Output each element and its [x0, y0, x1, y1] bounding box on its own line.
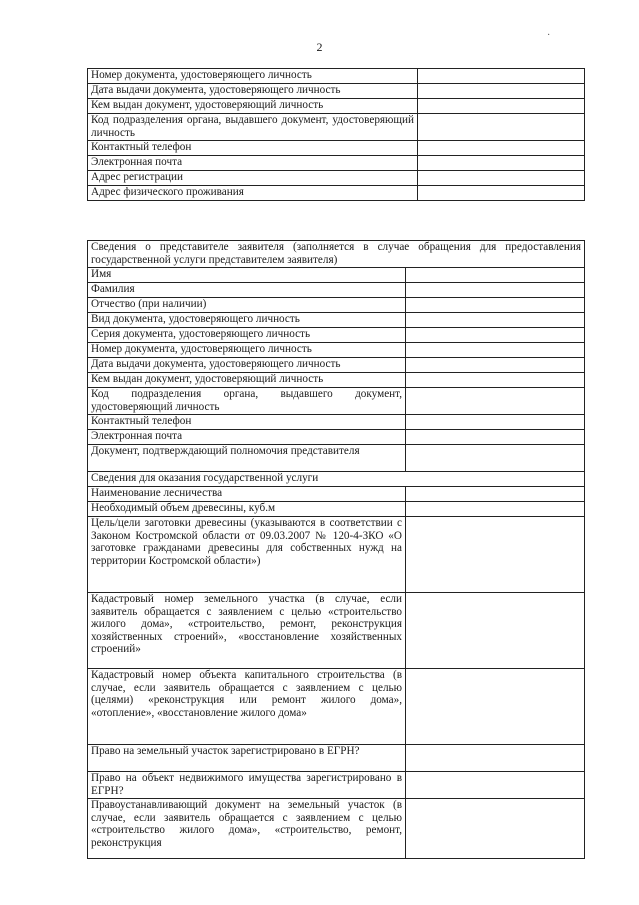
- field-label: Кадастровый номер земельного участка (в случае, если заявитель обращается с заявлением с целью «строительство жилого дома», «строительство, ремонт, реконструкция хозяйственных строений», «восстановление хозяйственных строений»: [88, 593, 406, 669]
- field-label: Серия документа, удостоверяющего личность: [88, 328, 406, 343]
- service-row: [88, 517, 585, 593]
- field-label: Код подразделения органа, выдавшего документ, удостоверяющий личность: [88, 114, 418, 141]
- field-value-cell[interactable]: [418, 186, 585, 201]
- field-label: Код подразделения органа, выдавшего документ, удостоверяющий личность: [88, 388, 406, 415]
- field-label: Правоустанавливающий документ на земельный участок (в случае, если заявитель обращается с заявлением с целью «строительство жилого дома», «строительство, ремонт, реконструкция: [88, 799, 406, 859]
- field-value-cell[interactable]: [406, 593, 585, 669]
- representative-row: [88, 328, 585, 343]
- service-section-header-row: [88, 472, 585, 487]
- representative-row: [88, 283, 585, 298]
- field-label: Дата выдачи документа, удостоверяющего личность: [88, 358, 406, 373]
- field-value-cell[interactable]: [406, 358, 585, 373]
- field-label: Кем выдан документ, удостоверяющий личность: [88, 99, 418, 114]
- field-value-cell[interactable]: [418, 99, 585, 114]
- field-value-cell[interactable]: [406, 415, 585, 430]
- representative-row: [88, 373, 585, 388]
- field-label: Цель/цели заготовки древесины (указываются в соответствии с Законом Костромской области от 09.03.2007 № 120-4-ЗКО «О заготовке гражданами древесины для собственных нужд на территории Костромской области»): [88, 517, 406, 593]
- field-label: Дата выдачи документа, удостоверяющего личность: [88, 84, 418, 99]
- field-label: Контактный телефон: [88, 141, 418, 156]
- representative-row: [88, 298, 585, 313]
- field-value-cell[interactable]: [406, 298, 585, 313]
- applicant-row: [88, 69, 585, 84]
- service-section-header: Сведения для оказания государственной услуги: [88, 472, 585, 487]
- field-label: Необходимый объем древесины, куб.м: [88, 502, 406, 517]
- field-value-cell[interactable]: [418, 171, 585, 186]
- field-value-cell[interactable]: [418, 84, 585, 99]
- representative-and-service-table: [87, 240, 585, 859]
- field-value-cell[interactable]: [406, 388, 585, 415]
- field-label: Контактный телефон: [88, 415, 406, 430]
- field-value-cell[interactable]: [406, 268, 585, 283]
- field-value-cell[interactable]: [406, 799, 585, 859]
- field-value-cell[interactable]: [406, 445, 585, 472]
- field-value-cell[interactable]: [406, 343, 585, 358]
- field-label: Адрес физического проживания: [88, 186, 418, 201]
- representative-row: [88, 430, 585, 445]
- service-row: [88, 772, 585, 799]
- field-value-cell[interactable]: [418, 141, 585, 156]
- representative-section-header: Сведения о представителе заявителя (заполняется в случае обращения для предоставления государственной услуги представителем заявителя): [88, 241, 585, 268]
- field-value-cell[interactable]: [406, 772, 585, 799]
- field-label: Электронная почта: [88, 156, 418, 171]
- representative-section-header-row: [88, 241, 585, 268]
- service-row: [88, 745, 585, 772]
- service-row: [88, 487, 585, 502]
- service-row: [88, 669, 585, 745]
- representative-row: [88, 388, 585, 415]
- field-label: Наименование лесничества: [88, 487, 406, 502]
- applicant-row: [88, 141, 585, 156]
- field-label: Отчество (при наличии): [88, 298, 406, 313]
- field-label: Фамилия: [88, 283, 406, 298]
- representative-row: [88, 268, 585, 283]
- field-label: Вид документа, удостоверяющего личность: [88, 313, 406, 328]
- field-value-cell[interactable]: [418, 114, 585, 141]
- applicant-row: [88, 186, 585, 201]
- field-label: Кадастровый номер объекта капитального строительства (в случае, если заявитель обращается с заявлением с целью (целями) «реконструкция или ремонт жилого дома», «отопление», «восстановление жилого дома»: [88, 669, 406, 745]
- service-row: [88, 502, 585, 517]
- field-value-cell[interactable]: [406, 669, 585, 745]
- page-number: 2: [316, 40, 323, 54]
- field-value-cell[interactable]: [418, 69, 585, 84]
- representative-row: [88, 358, 585, 373]
- representative-row: [88, 313, 585, 328]
- field-value-cell[interactable]: [406, 328, 585, 343]
- field-value-cell[interactable]: [406, 283, 585, 298]
- field-label: Электронная почта: [88, 430, 406, 445]
- scan-speck: ·: [547, 30, 551, 41]
- field-label: Кем выдан документ, удостоверяющий личность: [88, 373, 406, 388]
- field-label: Документ, подтверждающий полномочия представителя: [88, 445, 406, 472]
- applicant-row: [88, 84, 585, 99]
- field-value-cell[interactable]: [418, 156, 585, 171]
- field-label: Имя: [88, 268, 406, 283]
- field-value-cell[interactable]: [406, 517, 585, 593]
- representative-row: [88, 445, 585, 472]
- representative-row: [88, 415, 585, 430]
- field-label: Право на объект недвижимого имущества зарегистрировано в ЕГРН?: [88, 772, 406, 799]
- field-value-cell[interactable]: [406, 430, 585, 445]
- field-label: Номер документа, удостоверяющего личность: [88, 69, 418, 84]
- representative-row: [88, 343, 585, 358]
- field-value-cell[interactable]: [406, 313, 585, 328]
- field-value-cell[interactable]: [406, 373, 585, 388]
- applicant-row: [88, 114, 585, 141]
- field-label: Адрес регистрации: [88, 171, 418, 186]
- field-value-cell[interactable]: [406, 502, 585, 517]
- applicant-row: [88, 99, 585, 114]
- applicant-table: [87, 68, 585, 201]
- field-label: Номер документа, удостоверяющего личность: [88, 343, 406, 358]
- service-row: [88, 593, 585, 669]
- field-label: Право на земельный участок зарегистрировано в ЕГРН?: [88, 745, 406, 772]
- field-value-cell[interactable]: [406, 487, 585, 502]
- service-row: [88, 799, 585, 859]
- applicant-row: [88, 156, 585, 171]
- applicant-row: [88, 171, 585, 186]
- field-value-cell[interactable]: [406, 745, 585, 772]
